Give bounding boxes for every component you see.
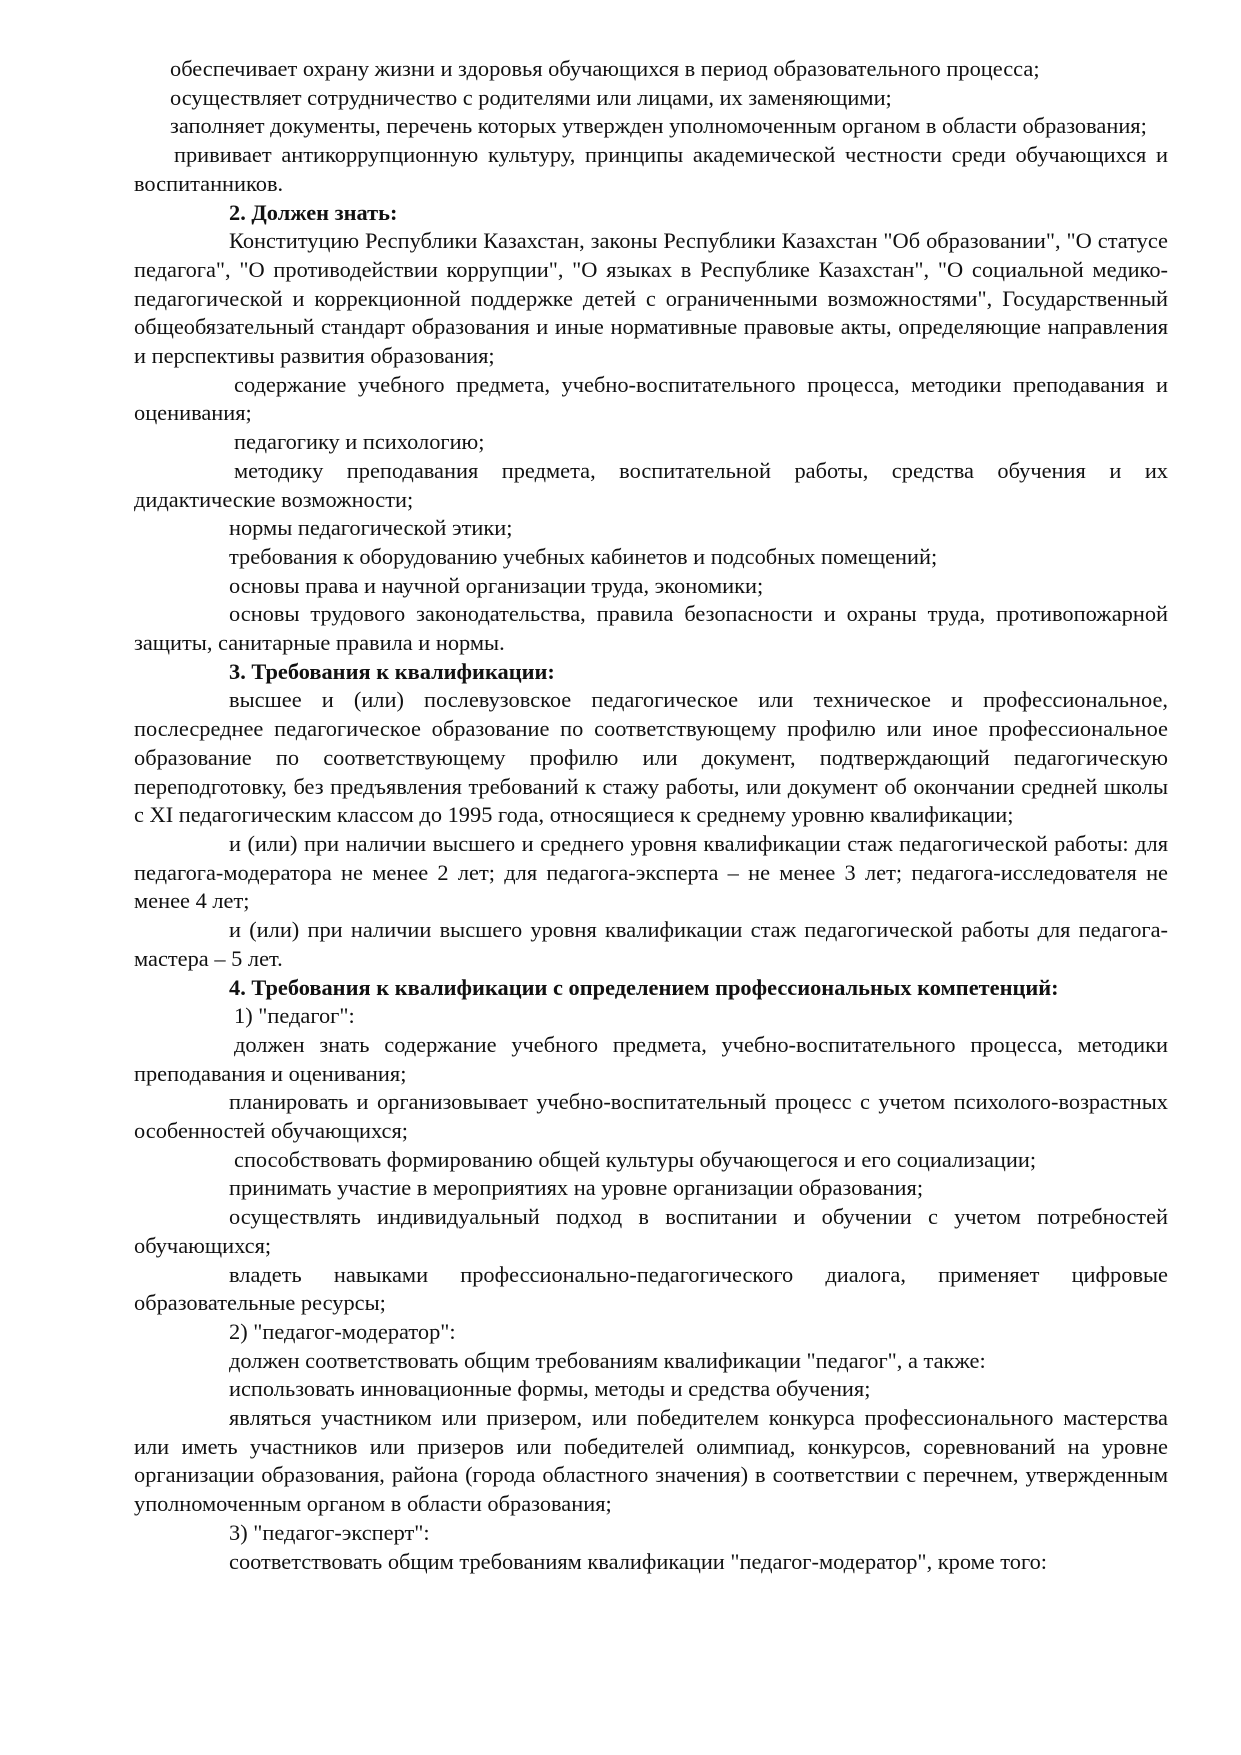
- paragraph-19: 1) "педагог":: [234, 1003, 355, 1029]
- paragraph-29: являться участником или призером, или победителем конкурса профессионального мастерства или иметь участников или призеров или победителей олимпиад, конкурсов, соревнований на уровне организации образования, района (города областного значения) в соответствии с перечнем, утвержденным уполномоченным органом в области образования;: [134, 1405, 1168, 1517]
- paragraph-2: осуществляет сотрудничество с родителями или лицами, их заменяющими;: [170, 84, 892, 110]
- paragraph-27: должен соответствовать общим требованиям квалификации "педагог", а также:: [229, 1347, 986, 1373]
- paragraph-21: планировать и организовывает учебно-воспитательный процесс с учетом психолого-возрастных особенностей обучающихся;: [134, 1089, 1168, 1144]
- paragraph-22: способствовать формированию общей культуры обучающегося и его социализации;: [234, 1146, 1037, 1172]
- paragraph-26: 2) "педагог-модератор":: [229, 1318, 456, 1344]
- paragraph-25: владеть навыками профессионально-педагогического диалога, применяет цифровые образовательные ресурсы;: [134, 1261, 1168, 1316]
- paragraph-8: педагогику и психологию;: [234, 429, 485, 455]
- paragraph-16: и (или) при наличии высшего и среднего уровня квалификации стаж педагогической работы: для педагога-модератора не менее 2 лет; для педагога-эксперта – не менее 3 лет; педагога-исследователя не менее 4 лет;: [134, 830, 1168, 914]
- paragraph-6: Конституцию Республики Казахстан, законы Республики Казахстан "Об образовании", "О статусе педагога", "О противодействии коррупции", "О языках в Республике Казахстан", "О социальной медико-педагогической и коррекционной поддержке детей с ограниченными возможностями", Государственный общеобязательный стандарт образования и иные нормативные правовые акты, определяющие направления и перспективы развития образования;: [134, 228, 1168, 369]
- section-heading-2: 2. Должен знать:: [229, 199, 398, 225]
- paragraph-28: использовать инновационные формы, методы и средства обучения;: [229, 1376, 871, 1402]
- paragraph-4: прививает антикоррупционную культуру, принципы академической честности среди обучающихся и воспитанников.: [134, 142, 1168, 196]
- paragraph-15: высшее и (или) послевузовское педагогическое или техническое и профессиональное, послесреднее педагогическое образование по соответствующему профилю или иное профессиональное образование по соответствующему профилю или документ, подтверждающий педагогическую переподготовку, без предъявления требований к стажу работы, или документ об окончании средней школы с XI педагогическим классом до 1995 года, относящиеся к среднему уровню квалификации;: [134, 687, 1168, 828]
- paragraph-17: и (или) при наличии высшего уровня квалификации стаж педагогической работы для педагога-мастера – 5 лет.: [134, 917, 1168, 971]
- paragraph-31: соответствовать общим требованиям квалификации "педагог-модератор", кроме того:: [229, 1548, 1048, 1574]
- paragraph-10: нормы педагогической этики;: [229, 515, 513, 541]
- paragraph-3: заполняет документы, перечень которых утвержден уполномоченным органом в области образования;: [170, 113, 1147, 139]
- paragraph-23: принимать участие в мероприятиях на уровне организации образования;: [229, 1175, 924, 1201]
- paragraph-24: осуществлять индивидуальный подход в воспитании и обучении с учетом потребностей обучающихся;: [134, 1204, 1168, 1258]
- paragraph-20: должен знать содержание учебного предмета, учебно-воспитательного процесса, методики преподавания и оценивания;: [134, 1031, 1168, 1086]
- paragraph-9: методику преподавания предмета, воспитательной работы, средства обучения и их дидактические возможности;: [134, 457, 1168, 512]
- paragraph-7: содержание учебного предмета, учебно-воспитательного процесса, методики преподавания и оценивания;: [134, 371, 1168, 426]
- document-page: [134, 55, 1168, 1576]
- section-heading-4: 4. Требования к квалификации с определением профессиональных компетенций:: [229, 974, 1059, 1000]
- paragraph-1: обеспечивает охрану жизни и здоровья обучающихся в период образовательного процесса;: [170, 56, 1040, 81]
- paragraph-13: основы трудового законодательства, правила безопасности и охраны труда, противопожарной защиты, санитарные правила и нормы.: [134, 601, 1168, 656]
- paragraph-11: требования к оборудованию учебных кабинетов и подсобных помещений;: [229, 543, 938, 569]
- paragraph-12: основы права и научной организации труда, экономики;: [229, 572, 764, 598]
- section-heading-3: 3. Требования к квалификации:: [229, 658, 555, 684]
- paragraph-30: 3) "педагог-эксперт":: [229, 1519, 430, 1545]
